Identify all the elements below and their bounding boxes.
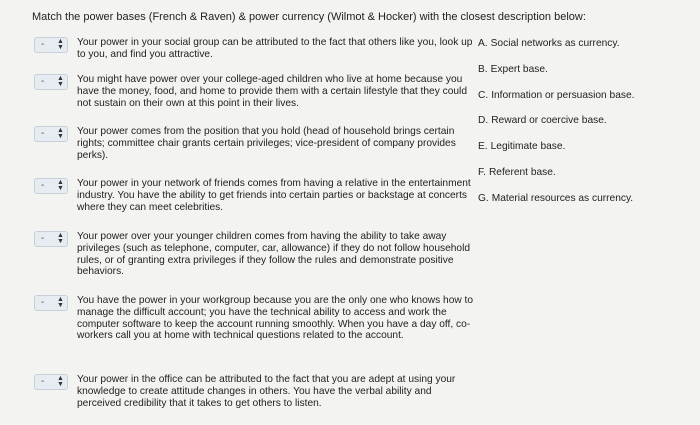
answer-select[interactable] — [34, 37, 68, 53]
select-arrows-icon: ▲ ▼ — [57, 375, 64, 388]
question-text: You might have power over your college-aged children who live at home because you have the money, food, and home to provide them with a certain lifestyle that they could not sustain on their own at this point in their lives. — [77, 74, 467, 109]
question-text: Your power in your social group can be attributed to the fact that others like you, look up to you, and find you attractive. — [77, 37, 473, 60]
select-arrows-icon: ▲ ▼ — [57, 232, 64, 245]
answer-select[interactable] — [34, 74, 68, 90]
answer-letter: E. — [478, 141, 488, 152]
answer-option — [478, 115, 607, 126]
answer-option — [478, 141, 565, 152]
select-arrows-icon: ▲ ▼ — [57, 127, 64, 140]
select-value: - — [41, 376, 45, 387]
answer-option — [478, 38, 620, 49]
question-text: Your power in the office can be attributed to the fact that you are adept at using your knowledge to create attitude changes in others. You have the verbal ability and perceived credibility that it takes to get others to listen. — [77, 374, 456, 409]
answer-select[interactable] — [34, 126, 68, 142]
answer-text: Expert base. — [490, 64, 548, 75]
answer-text: Information or persuasion base. — [491, 90, 635, 101]
answer-text: Referent base. — [488, 167, 556, 178]
question-text: Your power in your network of friends comes from having a relative in the entertainment industry. You have the ability to get friends into certain parties or backstage at concerts where they can meet celebrities. — [77, 178, 471, 213]
instruction-text: Match the power bases (French & Raven) & power currency (Wilmot & Hocker) with the closest description below: — [32, 11, 586, 23]
answer-select[interactable] — [34, 178, 68, 194]
answer-text: Reward or coercive base. — [491, 115, 607, 126]
select-arrows-icon: ▲ ▼ — [57, 296, 64, 309]
select-value: - — [41, 233, 45, 244]
answer-option — [478, 193, 633, 204]
answer-text: Material resources as currency. — [491, 193, 634, 204]
answer-option — [478, 90, 634, 101]
answer-select[interactable] — [34, 231, 68, 247]
answer-letter: D. — [478, 115, 489, 126]
answer-letter: B. — [478, 64, 488, 75]
select-arrows-icon: ▲ ▼ — [57, 179, 64, 192]
answer-text: Legitimate base. — [490, 141, 566, 152]
select-value: - — [41, 180, 45, 191]
select-value: - — [41, 128, 45, 139]
select-value: - — [41, 39, 45, 50]
answer-letter: F. — [478, 167, 486, 178]
select-value: - — [41, 297, 45, 308]
question-text: Your power comes from the position that you hold (head of household brings certain rights; committee chair grants certain privileges; vice-president of company provides perks). — [77, 126, 456, 161]
question-text: You have the power in your workgroup because you are the only one who knows how to manage the difficult account; you have the technical ability to access and work the computer software to keep the account running smoothly. When you have a day off, co-workers call you at home with technical questions related to the account. — [77, 295, 474, 342]
answer-text: Social networks as currency. — [490, 38, 620, 49]
select-arrows-icon: ▲ ▼ — [57, 75, 64, 88]
answer-letter: G. — [478, 193, 489, 204]
select-arrows-icon: ▲ ▼ — [57, 38, 64, 51]
answer-option — [478, 64, 548, 75]
select-value: - — [41, 76, 45, 87]
answer-select[interactable] — [34, 295, 68, 311]
answer-letter: C. — [478, 90, 489, 101]
answer-letter: A. — [478, 38, 488, 49]
answer-select[interactable] — [34, 374, 68, 390]
answer-option — [478, 167, 556, 178]
question-text: Your power over your younger children comes from having the ability to take away privileges (such as telephone, computer, car, allowance) if they do not follow household rules, or of granting extra privileges if they follow the rules and demonstrate positive behaviors. — [77, 231, 471, 278]
